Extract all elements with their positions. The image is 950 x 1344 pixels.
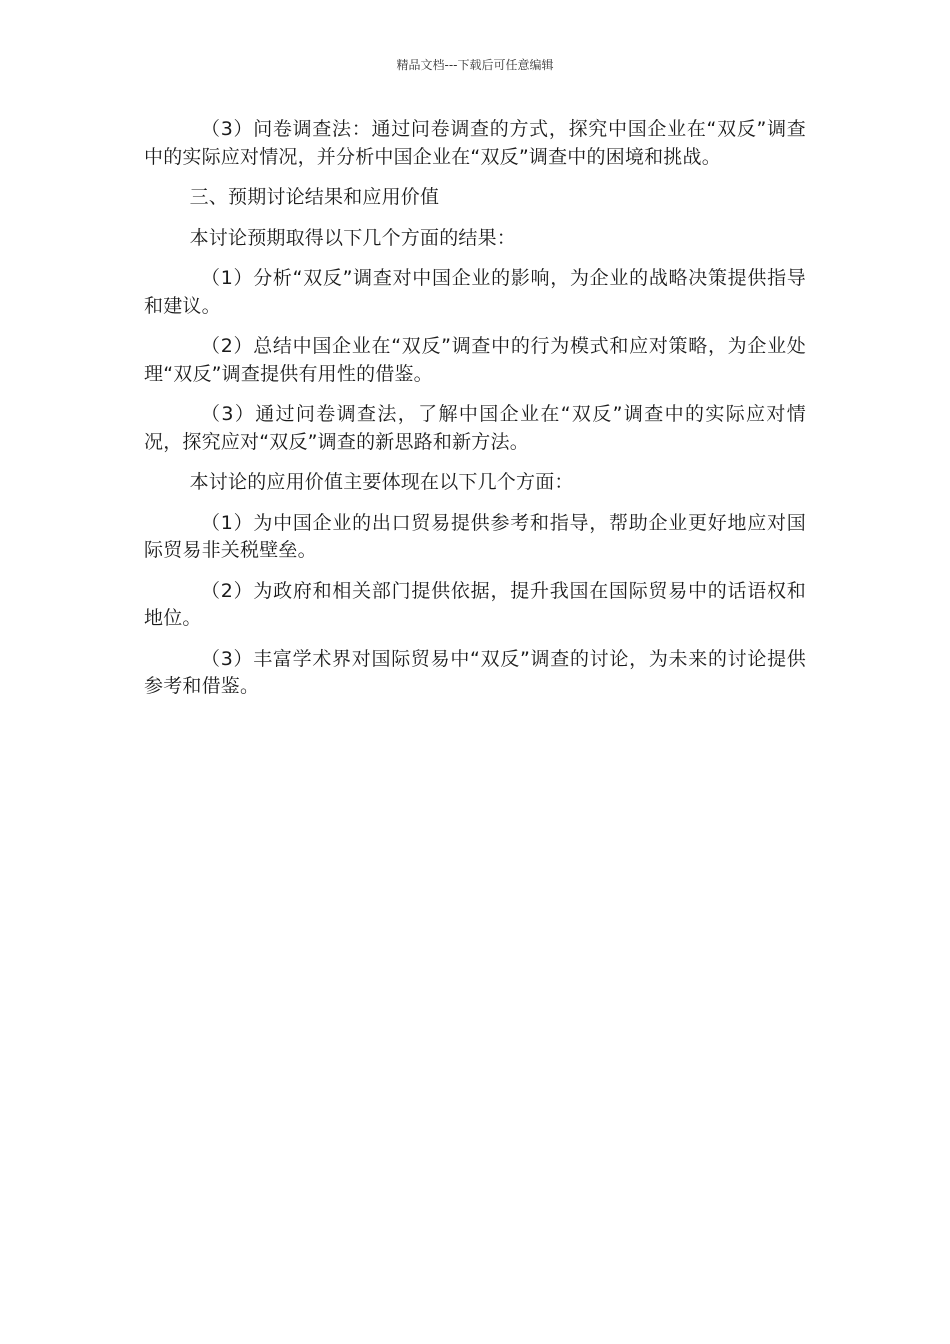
paragraph-method-questionnaire: （3）问卷调查法：通过问卷调查的方式，探究中国企业在“双反”调查中的实际应对情况，并分析中国企业在“双反”调查中的困境和挑战。	[144, 118, 806, 168]
page-header: 精品文档---下载后可任意编辑	[396, 58, 554, 72]
paragraph-value-2: （2）为政府和相关部门提供依据，提升我国在国际贸易中的话语权和地位。	[144, 579, 806, 629]
document-body	[144, 116, 806, 714]
paragraph-results-intro: 本讨论预期取得以下几个方面的结果：	[189, 226, 516, 249]
paragraph-value-1: （1）为中国企业的出口贸易提供参考和指导，帮助企业更好地应对国际贸易非关税壁垒。	[144, 511, 806, 561]
paragraph-result-1: （1）分析“双反”调查对中国企业的影响，为企业的战略决策提供指导和建议。	[144, 267, 806, 317]
paragraph-result-2: （2）总结中国企业在“双反”调查中的行为模式和应对策略，为企业处理“双反”调查提供有用性的借鉴。	[144, 335, 806, 385]
paragraph-value-3: （3）丰富学术界对国际贸易中“双反”调查的讨论，为未来的讨论提供参考和借鉴。	[144, 647, 806, 697]
paragraph-result-3: （3）通过问卷调查法，了解中国企业在“双反”调查中的实际应对情况，探究应对“双反”调查的新思路和新方法。	[144, 403, 806, 453]
section-heading: 三、预期讨论结果和应用价值	[189, 186, 440, 208]
paragraph-value-intro: 本讨论的应用价值主要体现在以下几个方面：	[189, 471, 574, 493]
